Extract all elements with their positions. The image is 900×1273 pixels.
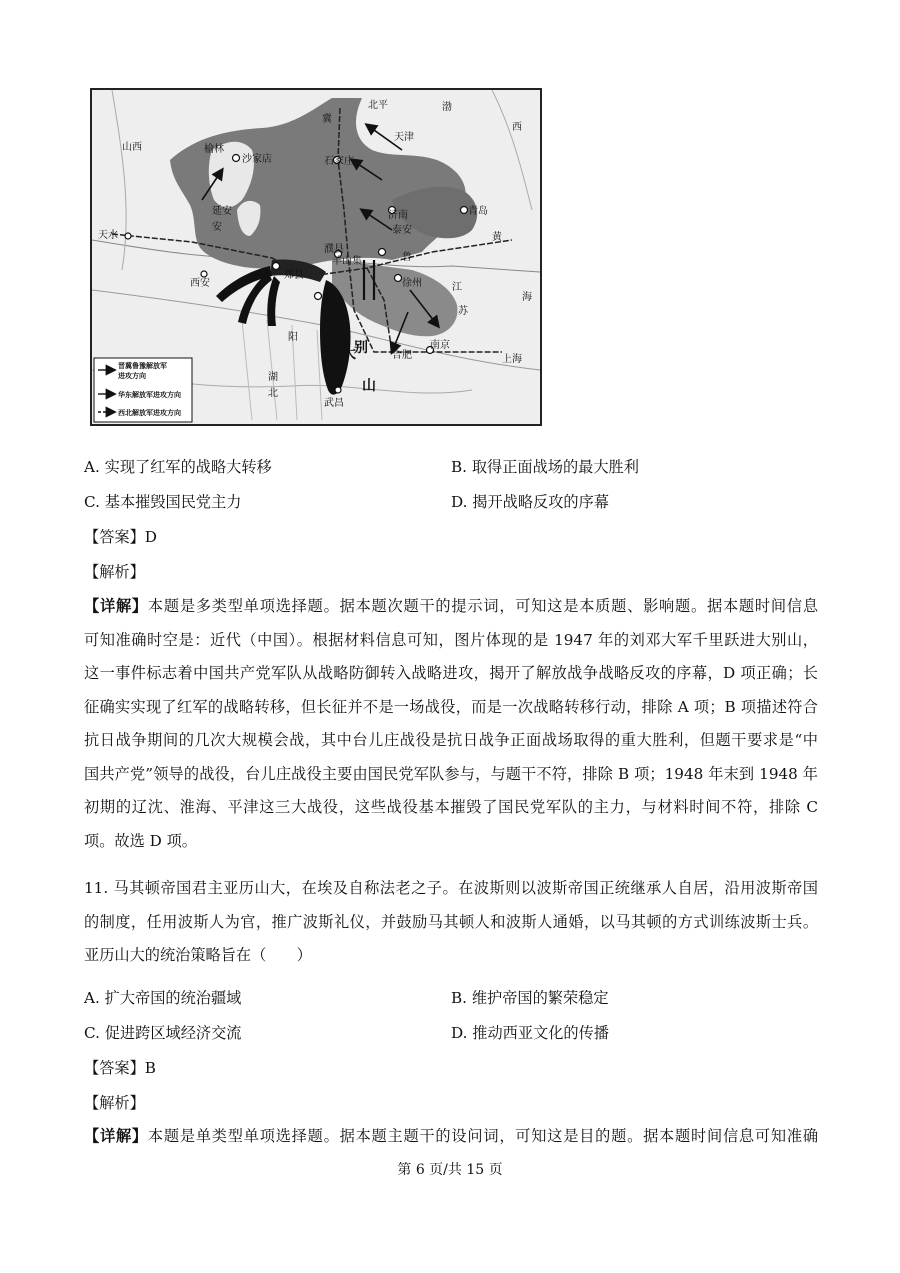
option-letter: B. xyxy=(451,989,467,1007)
q11-option-c xyxy=(84,1022,241,1044)
detail-line: 初期的辽沈、淮海、平津这三大战役，这些战役基本摧毁了国民党军队的主力，与材料时间不符，排除 C xyxy=(84,798,818,816)
option-text: 基本摧毁国民党主力 xyxy=(104,493,242,511)
svg-text:延安: 延安 xyxy=(212,206,232,217)
detail-line xyxy=(84,590,818,624)
svg-text:西安: 西安 xyxy=(190,278,210,289)
svg-text:徐州: 徐州 xyxy=(402,278,422,289)
svg-text:进攻方向: 进攻方向 xyxy=(118,372,146,380)
svg-text:南京: 南京 xyxy=(430,340,450,351)
q11-stem xyxy=(84,872,818,973)
option-letter: D. xyxy=(451,1024,468,1042)
campaign-map-figure xyxy=(90,88,542,426)
analysis-label: 【解析】 xyxy=(84,1094,145,1112)
detail-text: 本题是单类型单项选择题。据本题主题干的设问词，可知这是目的题。据本题时间信息可知准确 xyxy=(147,1127,819,1145)
svg-text:阳: 阳 xyxy=(288,332,298,343)
svg-text:北平: 北平 xyxy=(368,100,388,111)
analysis-label: 【解析】 xyxy=(84,563,145,581)
option-letter: A. xyxy=(84,989,100,1007)
detail-label: 【详解】 xyxy=(84,1127,148,1145)
option-letter: A. xyxy=(84,458,100,476)
q11-analysis-label xyxy=(84,1092,145,1114)
svg-text:合肥: 合肥 xyxy=(392,350,412,361)
svg-text:晋冀鲁豫解放军: 晋冀鲁豫解放军 xyxy=(118,362,167,370)
svg-text:泰安: 泰安 xyxy=(392,225,412,236)
svg-text:榆林: 榆林 xyxy=(204,144,224,155)
option-letter: C. xyxy=(84,493,100,511)
svg-text:海: 海 xyxy=(522,292,532,303)
detail-text: 本题是多类型单项选择题。据本题次题干的提示词，可知这是本质题、影响题。据本题时间信息 xyxy=(147,597,819,615)
svg-text:青岛: 青岛 xyxy=(468,206,488,217)
svg-text:武昌: 武昌 xyxy=(324,398,344,409)
svg-text:羊山集: 羊山集 xyxy=(332,256,362,267)
svg-text:石家庄: 石家庄 xyxy=(324,156,354,167)
svg-text:冀: 冀 xyxy=(322,114,332,125)
svg-text:黄: 黄 xyxy=(492,232,502,243)
q11-option-a xyxy=(84,987,241,1009)
answer-value: D xyxy=(144,528,157,546)
svg-text:山西: 山西 xyxy=(122,142,142,153)
q10-option-a xyxy=(84,456,272,478)
detail-line: 抗日战争期间的几次大规模会战，其中台儿庄战役是抗日战争正面战场取得的重大胜利，但题干要求是“中 xyxy=(84,731,818,749)
option-text: 揭开战略反攻的序幕 xyxy=(472,493,609,511)
option-letter: D. xyxy=(451,493,468,511)
q11-answer xyxy=(84,1057,156,1079)
q10-option-c xyxy=(84,491,241,513)
svg-text:沙家店: 沙家店 xyxy=(242,154,272,165)
q10-answer xyxy=(84,526,157,548)
detail-line: 国共产党”领导的战役，台儿庄战役主要由国民党军队参与，与题干不符，排除 B 项；1948 年末到 1948 年 xyxy=(84,764,818,783)
answer-label: 【答案】 xyxy=(84,528,145,546)
svg-text:鲁: 鲁 xyxy=(402,252,412,263)
q10-option-d xyxy=(451,491,609,513)
option-text: 扩大帝国的统治疆域 xyxy=(104,989,242,1007)
option-text: 取得正面战场的最大胜利 xyxy=(471,458,639,476)
detail-label: 【详解】 xyxy=(84,597,148,615)
svg-text:大: 大 xyxy=(342,346,356,362)
svg-text:江: 江 xyxy=(452,282,462,293)
svg-text:山: 山 xyxy=(362,378,376,394)
answer-value: B xyxy=(144,1059,156,1077)
option-text: 实现了红军的战略大转移 xyxy=(104,458,272,476)
q11-option-d xyxy=(451,1022,609,1044)
stem-line: 的制度，任用波斯人为官，推广波斯礼仪，并鼓励马其顿人和波斯人通婚，以马其顿的方式训练波斯士兵。 xyxy=(84,912,818,931)
page-footer: 第 6 页/共 15 页 xyxy=(397,1162,503,1178)
option-text: 推动西亚文化的传播 xyxy=(472,1024,609,1042)
detail-line: 项。故选 D 项。 xyxy=(84,831,197,850)
svg-text:西北解放军进攻方向: 西北解放军进攻方向 xyxy=(118,409,181,417)
q11-option-b xyxy=(451,987,609,1009)
detail-line: 这一事件标志着中国共产党军队从战略防御转入战略进攻，揭开了解放战争战略反攻的序幕，D 项正确；长 xyxy=(84,664,818,682)
detail-line xyxy=(84,1120,818,1154)
q10-analysis-label xyxy=(84,561,145,583)
svg-text:苏: 苏 xyxy=(458,306,468,317)
q11-detail xyxy=(84,1120,818,1154)
svg-text:济南: 济南 xyxy=(388,210,408,221)
q10-detail xyxy=(84,590,818,858)
svg-text:西: 西 xyxy=(512,122,522,133)
svg-text:北: 北 xyxy=(268,388,278,399)
campaign-map xyxy=(92,90,540,424)
stem-line: 11. 马其顿帝国君主亚历山大，在埃及自称法老之子。在波斯则以波斯帝国正统继承人自居，沿用波斯帝国 xyxy=(84,879,818,897)
option-letter: C. xyxy=(84,1024,100,1042)
q10-option-b xyxy=(451,456,639,478)
option-letter: B. xyxy=(451,458,467,476)
detail-line: 征确实实现了红军的战略转移，但长征并不是一场战役，而是一次战略转移行动，排除 A 项；B 项描述符合 xyxy=(84,697,818,716)
svg-text:上海: 上海 xyxy=(502,354,522,365)
svg-text:渤: 渤 xyxy=(442,102,452,113)
option-text: 维护帝国的繁荣稳定 xyxy=(471,989,609,1007)
svg-text:华东解放军进攻方向: 华东解放军进攻方向 xyxy=(118,391,181,399)
svg-text:濮县: 濮县 xyxy=(324,244,344,255)
svg-text:天水: 天水 xyxy=(98,230,118,241)
stem-line: 亚历山大的统治策略旨在（ ） xyxy=(84,946,312,964)
svg-text:安: 安 xyxy=(212,222,222,233)
svg-text:湖: 湖 xyxy=(268,372,278,383)
answer-label: 【答案】 xyxy=(84,1059,145,1077)
detail-line: 可知准确时空是：近代（中国）。根据材料信息可知，图片体现的是 1947 年的刘邓大军千里跃进大别山， xyxy=(84,630,818,649)
option-text: 促进跨区域经济交流 xyxy=(104,1024,242,1042)
svg-text:天津: 天津 xyxy=(394,132,414,143)
svg-text:郑县: 郑县 xyxy=(284,270,304,281)
svg-text:别: 别 xyxy=(354,340,368,356)
